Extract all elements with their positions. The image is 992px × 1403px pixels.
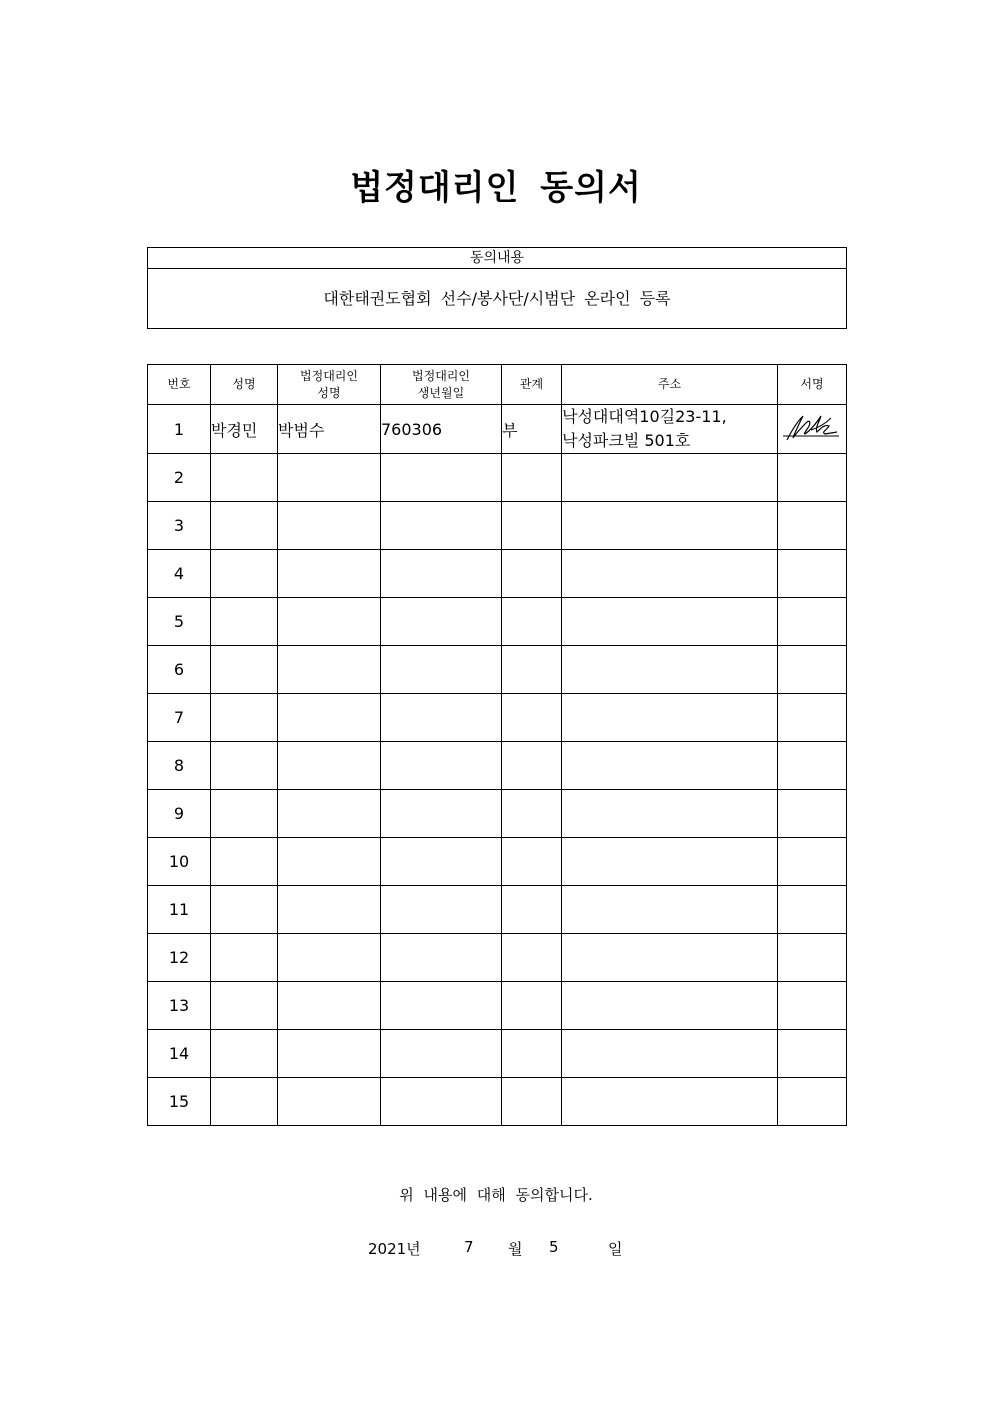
cell-guardian-name [278, 550, 381, 598]
date-month: 7 [464, 1238, 474, 1256]
cell-relation [502, 598, 562, 646]
cell-name [211, 550, 278, 598]
cell-address [562, 502, 778, 550]
consent-box [147, 247, 847, 329]
table-row [148, 838, 847, 886]
table-row [148, 405, 847, 454]
table-header-row [148, 365, 847, 405]
cell-guardian-name [278, 934, 381, 982]
header-guardian-name: 법정대리인 성명 [278, 365, 381, 405]
cell-signature [778, 550, 847, 598]
cell-relation [502, 934, 562, 982]
cell-relation [502, 1030, 562, 1078]
cell-relation [502, 838, 562, 886]
cell-guardian-name [278, 694, 381, 742]
cell-signature [778, 742, 847, 790]
cell-guardian-name [278, 1078, 381, 1126]
cell-no: 10 [148, 838, 211, 886]
cell-name: 박경민 [211, 405, 278, 454]
cell-signature [778, 454, 847, 502]
cell-no: 2 [148, 454, 211, 502]
address-line1: 낙성대대역10길23-11, [562, 407, 727, 426]
date-day-unit: 일 [608, 1240, 623, 1258]
cell-signature [778, 934, 847, 982]
header-signature: 서명 [778, 365, 847, 405]
cell-relation [502, 454, 562, 502]
table-row [148, 790, 847, 838]
date-month-unit: 월 [508, 1240, 523, 1258]
cell-relation [502, 550, 562, 598]
table-row [148, 982, 847, 1030]
cell-address [562, 886, 778, 934]
guardian-table [147, 364, 847, 1126]
header-guardian-birth: 법정대리인 생년월일 [381, 365, 502, 405]
cell-guardian-birth [381, 646, 502, 694]
cell-guardian-birth [381, 838, 502, 886]
cell-guardian-name [278, 886, 381, 934]
cell-signature [778, 886, 847, 934]
cell-no: 7 [148, 694, 211, 742]
table-body [148, 405, 847, 1126]
cell-relation: 부 [502, 405, 562, 454]
cell-guardian-name [278, 646, 381, 694]
table-row [148, 742, 847, 790]
cell-name [211, 982, 278, 1030]
cell-guardian-birth: 760306 [381, 405, 502, 454]
cell-no: 8 [148, 742, 211, 790]
header-address: 주소 [562, 365, 778, 405]
cell-signature [778, 1030, 847, 1078]
date-day: 5 [549, 1238, 559, 1256]
cell-name [211, 502, 278, 550]
cell-signature [778, 790, 847, 838]
cell-guardian-birth [381, 1078, 502, 1126]
cell-address [562, 790, 778, 838]
cell-no: 3 [148, 502, 211, 550]
cell-no: 15 [148, 1078, 211, 1126]
cell-name [211, 1030, 278, 1078]
cell-guardian-birth [381, 502, 502, 550]
cell-signature [778, 405, 847, 454]
cell-guardian-name [278, 838, 381, 886]
cell-guardian-name [278, 502, 381, 550]
cell-signature [778, 982, 847, 1030]
cell-name [211, 694, 278, 742]
table-row [148, 646, 847, 694]
cell-signature [778, 598, 847, 646]
cell-guardian-birth [381, 982, 502, 1030]
table-row [148, 1030, 847, 1078]
table-row [148, 1078, 847, 1126]
cell-signature [778, 646, 847, 694]
cell-guardian-birth [381, 598, 502, 646]
header-relation: 관계 [502, 365, 562, 405]
cell-address [562, 405, 778, 454]
cell-guardian-birth [381, 886, 502, 934]
cell-signature [778, 838, 847, 886]
cell-relation [502, 646, 562, 694]
cell-relation [502, 1078, 562, 1126]
cell-name [211, 886, 278, 934]
cell-no: 9 [148, 790, 211, 838]
cell-address [562, 694, 778, 742]
cell-no: 5 [148, 598, 211, 646]
cell-address [562, 646, 778, 694]
cell-no: 1 [148, 405, 211, 454]
cell-relation [502, 694, 562, 742]
cell-guardian-birth [381, 1030, 502, 1078]
handwritten-signature-icon [781, 410, 843, 444]
cell-guardian-name [278, 454, 381, 502]
cell-no: 6 [148, 646, 211, 694]
cell-address [562, 454, 778, 502]
consent-content: 대한태권도협회 선수/봉사단/시범단 온라인 등록 [323, 289, 671, 308]
cell-name [211, 742, 278, 790]
cell-no: 4 [148, 550, 211, 598]
header-no: 번호 [148, 365, 211, 405]
consent-header: 동의내용 [148, 248, 846, 269]
cell-name [211, 1078, 278, 1126]
cell-relation [502, 502, 562, 550]
cell-relation [502, 742, 562, 790]
cell-guardian-name [278, 982, 381, 1030]
table-row [148, 454, 847, 502]
cell-guardian-birth [381, 454, 502, 502]
cell-relation [502, 982, 562, 1030]
cell-address [562, 1078, 778, 1126]
document-title: 법정대리인 동의서 [350, 168, 642, 208]
cell-no: 12 [148, 934, 211, 982]
date-line [368, 1238, 628, 1260]
cell-guardian-name: 박범수 [278, 405, 381, 454]
cell-guardian-birth [381, 550, 502, 598]
cell-address [562, 982, 778, 1030]
cell-guardian-name [278, 790, 381, 838]
table-row [148, 886, 847, 934]
cell-name [211, 598, 278, 646]
cell-no: 14 [148, 1030, 211, 1078]
cell-guardian-name [278, 598, 381, 646]
cell-signature [778, 694, 847, 742]
cell-guardian-name [278, 742, 381, 790]
cell-guardian-name [278, 1030, 381, 1078]
table-row [148, 502, 847, 550]
cell-guardian-birth [381, 694, 502, 742]
cell-address [562, 598, 778, 646]
cell-no: 13 [148, 982, 211, 1030]
cell-name [211, 646, 278, 694]
date-year: 2021년 [368, 1240, 421, 1258]
cell-no: 11 [148, 886, 211, 934]
cell-address [562, 838, 778, 886]
header-name: 성명 [211, 365, 278, 405]
cell-address [562, 934, 778, 982]
cell-guardian-birth [381, 934, 502, 982]
cell-name [211, 838, 278, 886]
cell-name [211, 790, 278, 838]
table-row [148, 694, 847, 742]
cell-name [211, 454, 278, 502]
cell-guardian-birth [381, 742, 502, 790]
table-row [148, 598, 847, 646]
table-row [148, 934, 847, 982]
cell-address [562, 550, 778, 598]
cell-name [211, 934, 278, 982]
closing-statement: 위 내용에 대해 동의합니다. [399, 1186, 593, 1204]
table-row [148, 550, 847, 598]
cell-relation [502, 790, 562, 838]
cell-signature [778, 502, 847, 550]
cell-guardian-birth [381, 790, 502, 838]
cell-address [562, 742, 778, 790]
cell-address [562, 1030, 778, 1078]
address-line2: 낙성파크빌 501호 [562, 431, 691, 450]
cell-signature [778, 1078, 847, 1126]
cell-relation [502, 886, 562, 934]
